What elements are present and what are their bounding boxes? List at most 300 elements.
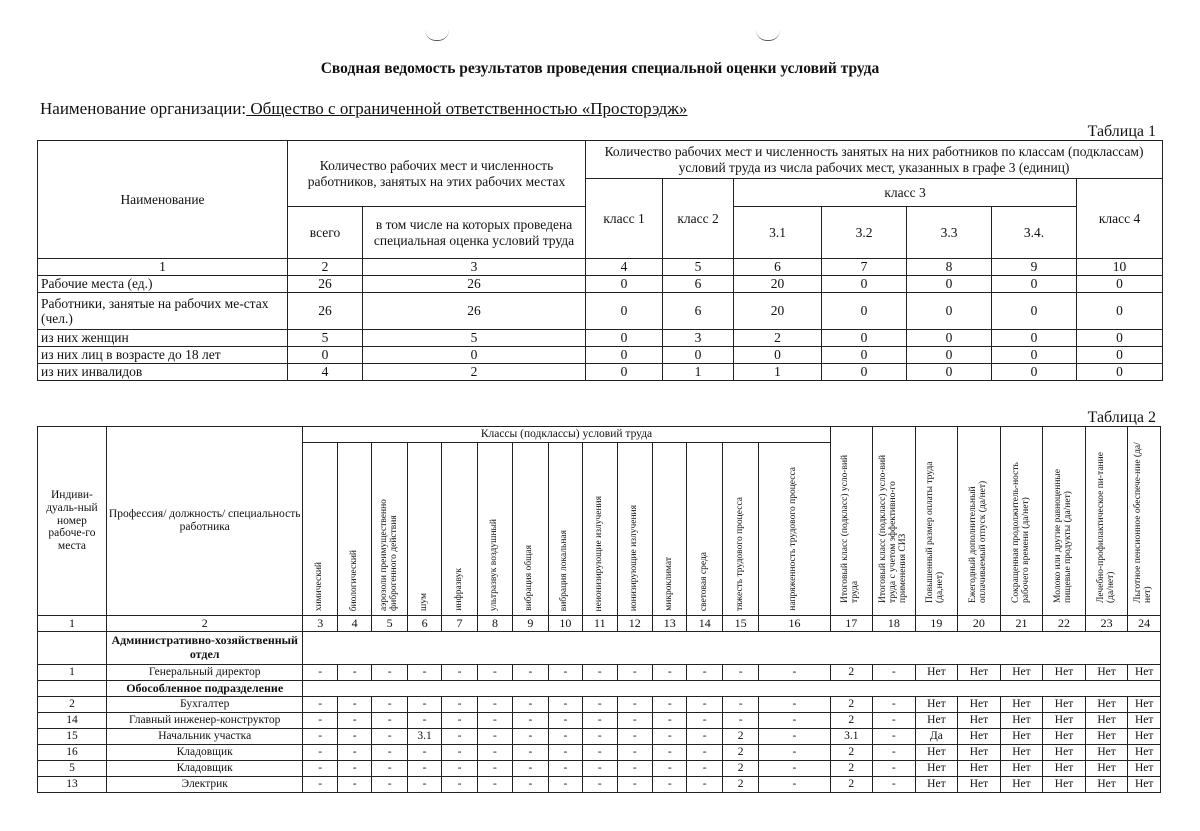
t2-cell: - bbox=[759, 712, 830, 728]
t2-cell: - bbox=[617, 712, 652, 728]
t2-cell: - bbox=[372, 712, 407, 728]
t2-cell: - bbox=[759, 728, 830, 744]
t1-cell: 2 bbox=[734, 330, 822, 347]
t2-cell: - bbox=[583, 760, 617, 776]
t2-cell: - bbox=[372, 744, 407, 760]
t2-cell: - bbox=[372, 664, 407, 680]
t2-cell: Нет bbox=[958, 712, 1001, 728]
t2-factor-label: шум bbox=[418, 593, 429, 611]
t2-row bbox=[38, 776, 1161, 792]
t2-row bbox=[38, 696, 1161, 712]
t1-header-c31: 3.1 bbox=[734, 207, 822, 259]
t1-cell: 1 bbox=[734, 364, 822, 381]
t2-cell: Нет bbox=[1000, 760, 1043, 776]
t1-cell: 0 bbox=[734, 347, 822, 364]
t2-factor-header bbox=[617, 443, 652, 616]
t2-cell: - bbox=[687, 776, 722, 792]
t2-header-extra-2-text: Сокращенная продолжитель-ность рабочего времени (да/нет) bbox=[1010, 462, 1031, 603]
t1-row-label: из них женщин bbox=[38, 330, 288, 347]
t1-cell: 5 bbox=[363, 330, 586, 347]
t2-cell: - bbox=[687, 712, 722, 728]
t1-cell: 0 bbox=[1077, 347, 1163, 364]
t2-cell: Нет bbox=[958, 760, 1001, 776]
t2-cell: Нет bbox=[1128, 760, 1161, 776]
t2-col-number: 8 bbox=[477, 615, 512, 631]
t1-col-number: 8 bbox=[907, 259, 992, 276]
t2-cell: - bbox=[337, 728, 371, 744]
t2-cell: Нет bbox=[1043, 760, 1086, 776]
t2-cell: - bbox=[548, 696, 582, 712]
t2-cell: Нет bbox=[1043, 664, 1086, 680]
t2-cell: - bbox=[583, 696, 617, 712]
t2-cell: Нет bbox=[1085, 760, 1128, 776]
t1-col-number: 3 bbox=[363, 259, 586, 276]
t1-cell: 26 bbox=[288, 293, 363, 330]
t1-cell: 0 bbox=[822, 330, 907, 347]
t2-header-extra-5 bbox=[1128, 427, 1161, 616]
t2-cell: - bbox=[407, 760, 441, 776]
t2-header-extra-4-text: Лечебно-профилактическое пи-тание (да/нет) bbox=[1095, 452, 1116, 603]
t2-factor-header bbox=[759, 443, 830, 616]
t2-factor-header bbox=[513, 443, 548, 616]
t2-header-extra-0-text: Повышенный размер оплаты труда (да,нет) bbox=[925, 461, 946, 603]
t2-cell: Нет bbox=[1043, 776, 1086, 792]
t2-factor-label: неионизирующие излучения bbox=[593, 495, 604, 611]
t2-cell: - bbox=[407, 744, 441, 760]
t1-row bbox=[38, 330, 1163, 347]
organization-value: Общество с ограниченной ответственностью «Просторэдж» bbox=[246, 99, 688, 118]
t2-col-number: 22 bbox=[1043, 615, 1086, 631]
t2-cell: 2 bbox=[830, 712, 873, 728]
t2-row bbox=[38, 728, 1161, 744]
t2-row-num: 16 bbox=[38, 744, 107, 760]
t2-cell: 2 bbox=[722, 744, 758, 760]
t1-header-c33: 3.3 bbox=[907, 207, 992, 259]
t2-cell: - bbox=[548, 744, 582, 760]
t2-cell: - bbox=[442, 712, 477, 728]
t2-cell: Нет bbox=[958, 664, 1001, 680]
t2-cell: - bbox=[617, 744, 652, 760]
t2-factor-label: тяжесть трудового процесса bbox=[734, 497, 745, 611]
t2-row-profession: Генеральный директор bbox=[106, 664, 303, 680]
t2-cell: - bbox=[653, 712, 687, 728]
t1-cell: 0 bbox=[992, 347, 1077, 364]
t2-cell: - bbox=[442, 664, 477, 680]
t1-cell: 26 bbox=[363, 276, 586, 293]
t2-row bbox=[38, 664, 1161, 680]
t2-factor-label: световая среда bbox=[698, 551, 709, 611]
t1-header-c34: 3.4. bbox=[992, 207, 1077, 259]
t2-factor-label: аэрозоли преимущественно фиброгенного действия bbox=[378, 499, 399, 611]
t2-cell: - bbox=[372, 760, 407, 776]
t2-factor-label: микроклимат bbox=[663, 557, 674, 611]
t2-factor-header bbox=[722, 443, 758, 616]
t1-cell: 4 bbox=[288, 364, 363, 381]
t2-cell: - bbox=[337, 696, 371, 712]
t2-cell: - bbox=[372, 696, 407, 712]
t1-cell: 6 bbox=[663, 293, 734, 330]
t2-cell: Нет bbox=[1000, 728, 1043, 744]
t2-factor-label: ионизирующие излучения bbox=[628, 504, 639, 611]
t2-cell: Нет bbox=[1085, 712, 1128, 728]
t2-cell: - bbox=[873, 776, 916, 792]
t2-cell: Нет bbox=[1128, 696, 1161, 712]
t2-header-profession: Профессия/ должность/ специальность работника bbox=[106, 427, 303, 616]
t2-cell: - bbox=[513, 744, 548, 760]
t2-cell: Нет bbox=[1128, 664, 1161, 680]
t2-column-numbers bbox=[38, 615, 1161, 631]
t1-cell: 0 bbox=[586, 330, 663, 347]
organization-label: Наименование организации: bbox=[40, 99, 247, 118]
t1-row-label: из них инвалидов bbox=[38, 364, 288, 381]
t2-factor-header bbox=[548, 443, 582, 616]
t1-cell: 0 bbox=[822, 276, 907, 293]
t2-cell: - bbox=[759, 776, 830, 792]
t2-cell: - bbox=[759, 696, 830, 712]
t2-cell: 2 bbox=[830, 776, 873, 792]
t2-cell: - bbox=[653, 664, 687, 680]
t2-header-final bbox=[830, 427, 873, 616]
t2-col-number: 5 bbox=[372, 615, 407, 631]
t2-cell: - bbox=[687, 760, 722, 776]
t2-header-extra-2 bbox=[1000, 427, 1043, 616]
t2-section1-fill bbox=[303, 631, 1161, 664]
t2-cell: - bbox=[477, 760, 512, 776]
t2-col-number: 9 bbox=[513, 615, 548, 631]
t1-cell: 0 bbox=[663, 347, 734, 364]
t2-factor-header bbox=[372, 443, 407, 616]
t2-cell: - bbox=[583, 776, 617, 792]
t2-cell: 2 bbox=[830, 760, 873, 776]
t2-cell: - bbox=[477, 712, 512, 728]
t2-cell: - bbox=[548, 712, 582, 728]
t1-cell: 1 bbox=[663, 364, 734, 381]
t1-cell: 0 bbox=[586, 347, 663, 364]
t2-cell: - bbox=[477, 776, 512, 792]
t2-cell: - bbox=[442, 760, 477, 776]
t2-header-num: Индиви-дуаль-ный номер рабоче-го места bbox=[38, 427, 107, 616]
t2-cell: - bbox=[873, 664, 916, 680]
t2-cell: Нет bbox=[1085, 744, 1128, 760]
t1-cell: 0 bbox=[822, 293, 907, 330]
t2-col-number: 11 bbox=[583, 615, 617, 631]
t2-factor-label: вибрация общая bbox=[524, 545, 535, 611]
t2-cell: - bbox=[722, 696, 758, 712]
t2-cell: - bbox=[548, 664, 582, 680]
t1-cell: 20 bbox=[734, 293, 822, 330]
t2-cell: 2 bbox=[830, 696, 873, 712]
t2-cell: Нет bbox=[1000, 696, 1043, 712]
t2-factor-header bbox=[477, 443, 512, 616]
t1-cell: 0 bbox=[1077, 330, 1163, 347]
t1-cell: 0 bbox=[586, 276, 663, 293]
t2-section2-label: Обособленное подразделение bbox=[106, 680, 303, 696]
t2-factor-label: химический bbox=[314, 561, 325, 611]
t2-header-classes: Классы (подклассы) условий труда bbox=[303, 427, 830, 443]
t1-col-number: 7 bbox=[822, 259, 907, 276]
t1-column-numbers bbox=[38, 259, 1163, 276]
t2-cell: - bbox=[687, 696, 722, 712]
table1-caption: Таблица 1 bbox=[1087, 123, 1156, 140]
t2-cell: 2 bbox=[722, 728, 758, 744]
t2-cell: Нет bbox=[915, 744, 958, 760]
t2-factor-header bbox=[337, 443, 371, 616]
t2-cell: - bbox=[759, 744, 830, 760]
t2-row bbox=[38, 760, 1161, 776]
t1-row bbox=[38, 293, 1163, 330]
t2-row-num: 14 bbox=[38, 712, 107, 728]
t1-cell: 0 bbox=[1077, 293, 1163, 330]
t2-cell: - bbox=[653, 728, 687, 744]
t2-cell: Нет bbox=[915, 760, 958, 776]
t2-cell: - bbox=[873, 744, 916, 760]
t2-cell: - bbox=[722, 664, 758, 680]
t1-cell: 0 bbox=[586, 293, 663, 330]
t1-row bbox=[38, 276, 1163, 293]
scan-mark-right bbox=[756, 30, 780, 41]
t1-cell: 0 bbox=[822, 347, 907, 364]
t2-cell: Нет bbox=[1128, 712, 1161, 728]
t2-cell: - bbox=[477, 744, 512, 760]
t2-cell: 3.1 bbox=[830, 728, 873, 744]
t1-row bbox=[38, 364, 1163, 381]
t1-row bbox=[38, 347, 1163, 364]
t2-cell: - bbox=[407, 664, 441, 680]
t1-col-number: 9 bbox=[992, 259, 1077, 276]
t2-factor-label: ультразвук воздушный bbox=[488, 518, 499, 611]
t2-col-number: 1 bbox=[38, 615, 107, 631]
t2-header-extra-3 bbox=[1043, 427, 1086, 616]
t2-row-num: 1 bbox=[38, 664, 107, 680]
t2-cell: - bbox=[617, 728, 652, 744]
t2-col-number: 24 bbox=[1128, 615, 1161, 631]
t2-col-number: 3 bbox=[303, 615, 337, 631]
t2-cell: - bbox=[583, 712, 617, 728]
t2-section2-fill bbox=[303, 680, 1161, 696]
t2-cell: - bbox=[303, 728, 337, 744]
t2-cell: - bbox=[513, 776, 548, 792]
t2-cell: Нет bbox=[1085, 776, 1128, 792]
t1-col-number: 10 bbox=[1077, 259, 1163, 276]
t1-cell: 0 bbox=[907, 276, 992, 293]
t2-cell: - bbox=[617, 664, 652, 680]
t2-cell: Нет bbox=[958, 744, 1001, 760]
t2-cell: - bbox=[513, 760, 548, 776]
t2-cell: - bbox=[687, 664, 722, 680]
t2-cell: Нет bbox=[915, 712, 958, 728]
t2-cell: - bbox=[442, 776, 477, 792]
t2-cell: - bbox=[548, 728, 582, 744]
t1-col-number: 6 bbox=[734, 259, 822, 276]
t1-cell: 20 bbox=[734, 276, 822, 293]
t1-cell: 0 bbox=[907, 347, 992, 364]
t2-cell: Нет bbox=[1043, 712, 1086, 728]
t2-cell: Нет bbox=[958, 776, 1001, 792]
t2-section2-num bbox=[38, 680, 107, 696]
t1-header-assessed: в том числе на которых проведена специальная оценка условий труда bbox=[363, 207, 586, 259]
t2-cell: Нет bbox=[1000, 712, 1043, 728]
t2-cell: - bbox=[873, 696, 916, 712]
t2-col-number: 2 bbox=[106, 615, 303, 631]
t2-cell: - bbox=[477, 696, 512, 712]
table1 bbox=[37, 140, 1163, 381]
t2-col-number: 4 bbox=[337, 615, 371, 631]
t2-factor-header bbox=[303, 443, 337, 616]
t1-cell: 5 bbox=[288, 330, 363, 347]
t2-cell: 2 bbox=[830, 744, 873, 760]
t2-cell: Нет bbox=[915, 664, 958, 680]
t2-col-number: 21 bbox=[1000, 615, 1043, 631]
t2-row-profession: Кладовщик bbox=[106, 744, 303, 760]
t2-section2-row bbox=[38, 680, 1161, 696]
t1-col-number: 1 bbox=[38, 259, 288, 276]
t2-col-number: 23 bbox=[1085, 615, 1128, 631]
t2-header-extra-5-text: Льготное пенсионное обеспече-ние (да/нет) bbox=[1133, 442, 1154, 603]
t2-cell: - bbox=[477, 664, 512, 680]
t1-header-class4: класс 4 bbox=[1077, 179, 1163, 259]
t2-row-profession: Кладовщик bbox=[106, 760, 303, 776]
t2-cell: - bbox=[873, 760, 916, 776]
t1-col-number: 4 bbox=[586, 259, 663, 276]
t2-col-number: 13 bbox=[653, 615, 687, 631]
t2-cell: - bbox=[548, 776, 582, 792]
t1-header-class3: класс 3 bbox=[734, 179, 1077, 207]
t2-section1-label: Административно-хозяйственный отдел bbox=[106, 631, 303, 664]
t2-cell: - bbox=[407, 696, 441, 712]
t2-row-num: 15 bbox=[38, 728, 107, 744]
t1-cell: 0 bbox=[1077, 276, 1163, 293]
t2-row-profession: Главный инженер-конструктор bbox=[106, 712, 303, 728]
t2-cell: - bbox=[548, 760, 582, 776]
t2-cell: - bbox=[442, 744, 477, 760]
t2-cell: - bbox=[513, 664, 548, 680]
t1-header-class2: класс 2 bbox=[663, 179, 734, 259]
t2-cell: Нет bbox=[1043, 744, 1086, 760]
t2-cell: - bbox=[687, 728, 722, 744]
t2-cell: - bbox=[303, 712, 337, 728]
t2-col-number: 7 bbox=[442, 615, 477, 631]
t2-col-number: 6 bbox=[407, 615, 441, 631]
t1-cell: 0 bbox=[992, 276, 1077, 293]
t2-cell: Нет bbox=[1085, 664, 1128, 680]
t1-row-label: Рабочие места (ед.) bbox=[38, 276, 288, 293]
t2-cell: - bbox=[372, 728, 407, 744]
t2-cell: - bbox=[303, 664, 337, 680]
t2-cell: - bbox=[303, 744, 337, 760]
t2-cell: - bbox=[477, 728, 512, 744]
t2-cell: - bbox=[617, 696, 652, 712]
t2-factor-header bbox=[407, 443, 441, 616]
t2-cell: Нет bbox=[1000, 744, 1043, 760]
t2-factor-header bbox=[653, 443, 687, 616]
t2-header-final-text: Итоговый класс (подкласс) усло-вий труда bbox=[840, 454, 861, 603]
t2-cell: 3.1 bbox=[407, 728, 441, 744]
t1-cell: 0 bbox=[363, 347, 586, 364]
t1-cell: 0 bbox=[822, 364, 907, 381]
t1-cell: 26 bbox=[288, 276, 363, 293]
t2-cell: - bbox=[337, 760, 371, 776]
t1-col-number: 5 bbox=[663, 259, 734, 276]
t1-cell: 0 bbox=[992, 364, 1077, 381]
t2-cell: - bbox=[303, 696, 337, 712]
t2-row-profession: Электрик bbox=[106, 776, 303, 792]
t1-cell: 0 bbox=[288, 347, 363, 364]
t2-cell: - bbox=[722, 712, 758, 728]
t2-cell: - bbox=[303, 760, 337, 776]
t1-cell: 0 bbox=[586, 364, 663, 381]
t1-col-number: 2 bbox=[288, 259, 363, 276]
t2-factor-header bbox=[442, 443, 477, 616]
t2-cell: - bbox=[583, 744, 617, 760]
t2-row-num: 2 bbox=[38, 696, 107, 712]
t1-header-class1: класс 1 bbox=[586, 179, 663, 259]
t2-cell: - bbox=[337, 776, 371, 792]
table2-caption: Таблица 2 bbox=[1087, 409, 1156, 426]
t2-col-number: 19 bbox=[915, 615, 958, 631]
t2-cell: - bbox=[653, 744, 687, 760]
t2-cell: - bbox=[759, 760, 830, 776]
t2-cell: 2 bbox=[830, 664, 873, 680]
t2-cell: Нет bbox=[1128, 776, 1161, 792]
t2-cell: - bbox=[617, 760, 652, 776]
t2-cell: Нет bbox=[1128, 744, 1161, 760]
t2-factor-label: биологический bbox=[348, 549, 359, 611]
t2-cell: - bbox=[407, 712, 441, 728]
t2-col-number: 10 bbox=[548, 615, 582, 631]
t2-cell: Да bbox=[915, 728, 958, 744]
t2-cell: Нет bbox=[1085, 728, 1128, 744]
t1-cell: 0 bbox=[992, 293, 1077, 330]
t2-cell: - bbox=[442, 728, 477, 744]
t2-cell: Нет bbox=[915, 776, 958, 792]
page-title: Сводная ведомость результатов проведения специальной оценки условий труда bbox=[320, 60, 880, 77]
t2-cell: - bbox=[337, 712, 371, 728]
t1-cell: 6 bbox=[663, 276, 734, 293]
t1-cell: 0 bbox=[907, 293, 992, 330]
t2-factor-header bbox=[687, 443, 722, 616]
t2-header-final-siz-text: Итоговый класс (подкласс) усло-вий труда с учетом эффективно-го применения СИЗ bbox=[877, 454, 908, 603]
t2-cell: 2 bbox=[722, 760, 758, 776]
t2-cell: - bbox=[583, 728, 617, 744]
t2-cell: - bbox=[513, 696, 548, 712]
t1-header-classes: Количество рабочих мест и численность занятых на них работников по классам (подклассам) условий труда из числа рабочих мест, указанных в графе 3 (единиц) bbox=[586, 141, 1163, 179]
t2-cell: 2 bbox=[722, 776, 758, 792]
t2-cell: - bbox=[873, 712, 916, 728]
t2-row-num: 13 bbox=[38, 776, 107, 792]
t1-header-places: Количество рабочих мест и численность работников, занятых на этих рабочих местах bbox=[288, 141, 586, 207]
t2-col-number: 12 bbox=[617, 615, 652, 631]
t1-row-label: из них лиц в возрасте до 18 лет bbox=[38, 347, 288, 364]
t2-row bbox=[38, 712, 1161, 728]
t2-cell: Нет bbox=[958, 696, 1001, 712]
t1-row-label: Работники, занятые на рабочих ме-стах (чел.) bbox=[38, 293, 288, 330]
t2-cell: - bbox=[337, 744, 371, 760]
t1-cell: 26 bbox=[363, 293, 586, 330]
t2-cell: - bbox=[653, 760, 687, 776]
t2-header-extra-0 bbox=[915, 427, 958, 616]
t2-cell: Нет bbox=[1085, 696, 1128, 712]
t2-cell: Нет bbox=[958, 728, 1001, 744]
t2-factor-header bbox=[583, 443, 617, 616]
t2-row bbox=[38, 744, 1161, 760]
t2-factor-label: инфразвук bbox=[453, 568, 464, 611]
t2-col-number: 16 bbox=[759, 615, 830, 631]
t1-cell: 3 bbox=[663, 330, 734, 347]
t2-cell: Нет bbox=[1000, 664, 1043, 680]
t2-cell: - bbox=[303, 776, 337, 792]
t2-cell: Нет bbox=[1043, 696, 1086, 712]
t2-cell: - bbox=[372, 776, 407, 792]
